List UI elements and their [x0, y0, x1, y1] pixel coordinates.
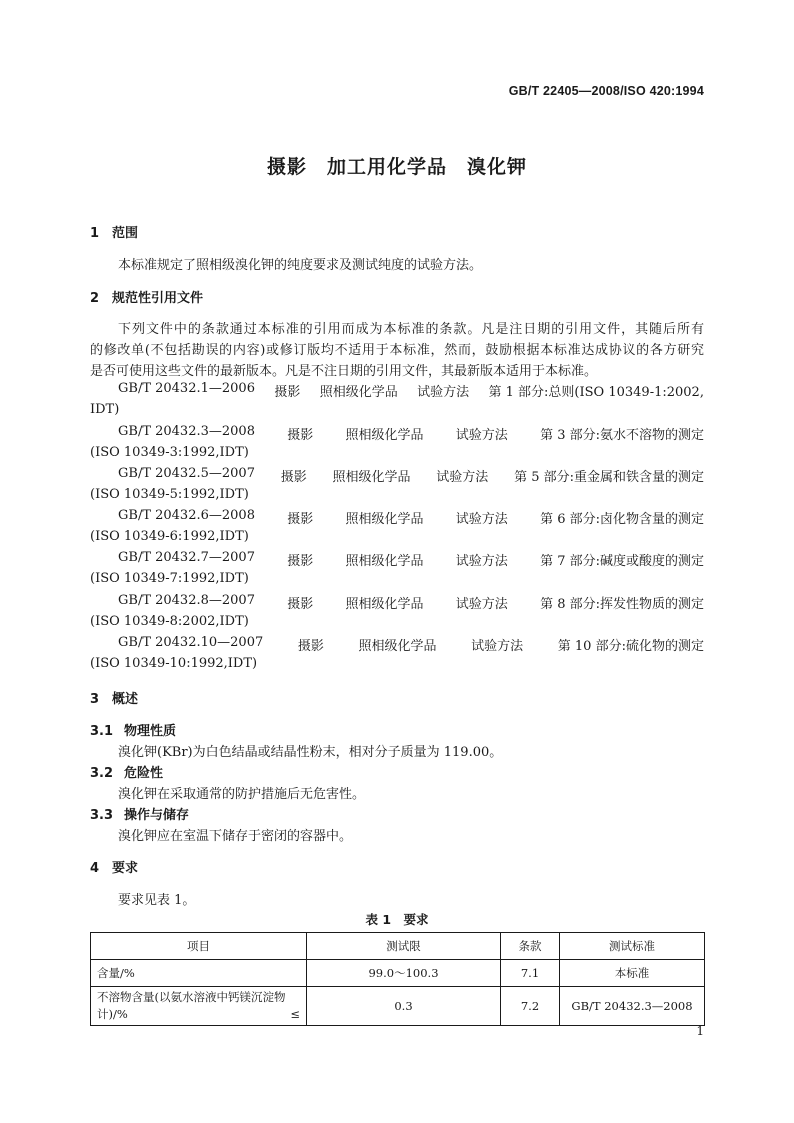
- cell-item-line-1: 不溶物含量(以氨水溶液中钙镁沉淀物: [97, 990, 286, 1004]
- section-title: 规范性引用文件: [112, 291, 204, 306]
- reference-part: 试验方法: [455, 597, 508, 612]
- subsection-3-3-body: 溴化钾应在室温下储存于密闭的容器中。: [118, 829, 353, 844]
- table-row: [91, 987, 705, 1026]
- reference-entry-5: [118, 550, 704, 569]
- column-header-limit: 测试限: [307, 933, 501, 960]
- reference-part: 第 3 部分:氨水不溶物的测定: [540, 428, 704, 443]
- reference-code: GB/T 20432.5—2007: [118, 466, 255, 481]
- subsection-3-1-heading: [90, 720, 176, 739]
- column-header-clause: 条款: [501, 933, 560, 960]
- subsection-number: 3.3: [90, 808, 114, 823]
- reference-part: 第 6 部分:卤化物含量的测定: [540, 512, 704, 527]
- reference-part: 第 5 部分:重金属和铁含量的测定: [514, 470, 704, 485]
- document-title: 摄影 加工用化学品 溴化钾: [266, 156, 527, 178]
- reference-code: GB/T 20432.1—2006: [118, 381, 255, 396]
- section-number: 3: [90, 692, 100, 707]
- reference-part: 照相级化学品: [345, 512, 424, 527]
- reference-part: 试验方法: [455, 512, 508, 527]
- reference-entry-4: [118, 508, 704, 527]
- cell-item-text: [97, 989, 300, 1023]
- cell-limit: 99.0～100.3: [307, 960, 501, 987]
- cell-limit: 0.3: [307, 987, 501, 1026]
- reference-part: 摄影: [287, 597, 314, 612]
- section-1-body: 本标准规定了照相级溴化钾的纯度要求及测试纯度的试验方法。: [118, 258, 483, 273]
- reference-part: 第 8 部分:挥发性物质的测定: [540, 597, 704, 612]
- section-3-heading: [90, 688, 138, 707]
- cell-clause: 7.2: [501, 987, 560, 1026]
- reference-code: GB/T 20432.6—2008: [118, 508, 255, 523]
- reference-part: 摄影: [287, 554, 314, 569]
- cell-standard: 本标准: [560, 960, 705, 987]
- table-header-row: [91, 933, 705, 960]
- reference-part: 摄影: [280, 470, 307, 485]
- reference-entry-6: [118, 593, 704, 612]
- subsection-title: 物理性质: [124, 724, 177, 739]
- section-number: 2: [90, 291, 100, 306]
- section-4-heading: [90, 857, 138, 876]
- reference-entry-5-continued: (ISO 10349-7:1992,IDT): [90, 571, 249, 586]
- subsection-number: 3.2: [90, 766, 114, 781]
- reference-part: 试验方法: [455, 428, 508, 443]
- reference-part: 摄影: [297, 639, 324, 654]
- reference-part: 第 7 部分:碱度或酸度的测定: [540, 554, 704, 569]
- table-row: [91, 960, 705, 987]
- reference-entry-3: [118, 466, 704, 485]
- subsection-3-2-heading: [90, 762, 163, 781]
- reference-part: 照相级化学品: [319, 385, 398, 400]
- cell-item: 含量/%: [91, 960, 307, 987]
- cell-item: [91, 987, 307, 1026]
- section-1-heading: [90, 222, 138, 241]
- subsection-title: 操作与储存: [124, 808, 190, 823]
- reference-entry-6-continued: (ISO 10349-8:2002,IDT): [90, 614, 249, 629]
- reference-part: 第 1 部分:总则(ISO 10349-1:2002,: [488, 385, 704, 400]
- reference-entry-1: [118, 381, 704, 400]
- column-header-standard: 测试标准: [560, 933, 705, 960]
- reference-entry-1-continued: IDT): [90, 402, 120, 417]
- table-caption: 表 1 要求: [365, 912, 429, 927]
- section-title: 概述: [112, 692, 139, 707]
- column-header-item: 项目: [91, 933, 307, 960]
- reference-entry-2: [118, 424, 704, 443]
- reference-code: GB/T 20432.3—2008: [118, 424, 255, 439]
- section-title: 范围: [112, 226, 139, 241]
- section-2-intro-line-1: 下列文件中的条款通过本标准的引用而成为本标准的条款。凡是注日期的引用文件，其随后所有: [118, 322, 704, 337]
- cell-item-line-2: 计)/%: [97, 1007, 128, 1021]
- subsection-3-2-body: 溴化钾在采取通常的防护措施后无危害性。: [118, 787, 366, 802]
- section-2-intro-line-3: 是否可使用这些文件的最新版本。凡是不注日期的引用文件，其最新版本适用于本标准。: [90, 364, 598, 379]
- section-number: 1: [90, 226, 100, 241]
- reference-part: 摄影: [274, 385, 301, 400]
- reference-part: 摄影: [287, 428, 314, 443]
- reference-entry-7-continued: (ISO 10349-10:1992,IDT): [90, 656, 258, 671]
- reference-code: GB/T 20432.7—2007: [118, 550, 255, 565]
- page-number: 1: [696, 1024, 704, 1038]
- reference-part: 试验方法: [455, 554, 508, 569]
- section-4-body: 要求见表 1。: [118, 893, 196, 908]
- reference-entry-4-continued: (ISO 10349-6:1992,IDT): [90, 529, 249, 544]
- subsection-3-3-heading: [90, 804, 189, 823]
- reference-part: 试验方法: [417, 385, 470, 400]
- section-2-intro-line-2: 的修改单(不包括勘误的内容)或修订版均不适用于本标准，然而，鼓励根据本标准达成协议的各方研究: [90, 343, 704, 358]
- subsection-title: 危险性: [124, 766, 164, 781]
- subsection-number: 3.1: [90, 724, 114, 739]
- reference-entry-3-continued: (ISO 10349-5:1992,IDT): [90, 487, 249, 502]
- cell-clause: 7.1: [501, 960, 560, 987]
- reference-code: GB/T 20432.10—2007: [118, 635, 264, 650]
- reference-part: 摄影: [287, 512, 314, 527]
- reference-entry-2-continued: (ISO 10349-3:1992,IDT): [90, 445, 249, 460]
- reference-part: 第 10 部分:硫化物的测定: [557, 639, 704, 654]
- cell-standard: GB/T 20432.3—2008: [560, 987, 705, 1026]
- reference-part: 试验方法: [471, 639, 524, 654]
- less-or-equal-sign: ≤: [290, 1007, 300, 1021]
- reference-part: 照相级化学品: [358, 639, 437, 654]
- section-number: 4: [90, 861, 100, 876]
- reference-part: 照相级化学品: [332, 470, 411, 485]
- reference-part: 照相级化学品: [345, 597, 424, 612]
- standard-code: GB/T 22405—2008/ISO 420:1994: [508, 84, 704, 98]
- reference-part: 照相级化学品: [345, 554, 424, 569]
- reference-part: 试验方法: [436, 470, 489, 485]
- subsection-3-1-body: 溴化钾(KBr)为白色结晶或结晶性粉末，相对分子质量为 119.00。: [118, 745, 503, 760]
- section-2-heading: [90, 287, 203, 306]
- reference-entry-7: [118, 635, 704, 654]
- requirements-table: [90, 932, 705, 1026]
- reference-part: 照相级化学品: [345, 428, 424, 443]
- section-title: 要求: [112, 861, 139, 876]
- reference-code: GB/T 20432.8—2007: [118, 593, 255, 608]
